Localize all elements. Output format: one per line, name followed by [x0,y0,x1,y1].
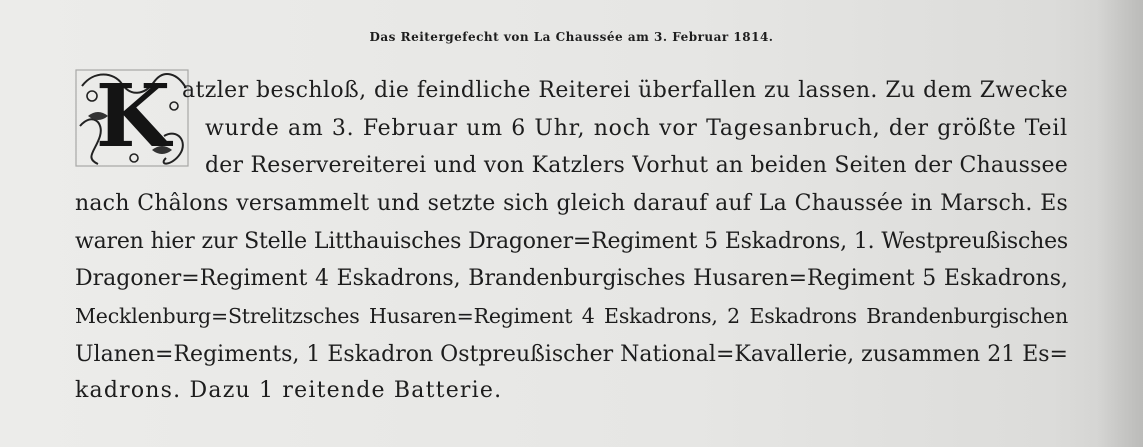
text-line-1: atzler beschloß, die feindliche Reiterei überfallen zu lassen. Zu dem Zwecke [182,78,1068,103]
decorated-initial-k [74,66,192,170]
chapter-heading: Das Reitergefecht von La Chaussée am 3. Februar 1814. [369,30,774,44]
text-line-9: kadrons. Dazu 1 reitende Batterie. [75,378,503,403]
text-line-7: Mecklenburg=Strelitzsches Husaren=Regiment 4 Eskadrons, 2 Eskadrons Brandenburgischen [75,304,1068,328]
text-line-5: waren hier zur Stelle Litthauisches Dragoner=Regiment 5 Eskadrons, 1. Westpreußisches [75,229,1068,254]
text-line-3: der Reservereiterei und von Katzlers Vorhut an beiden Seiten der Chaussee [205,153,1068,178]
text-line-6: Dragoner=Regiment 4 Eskadrons, Brandenburgisches Husaren=Regiment 5 Eskadrons, [75,266,1068,291]
page-shadow-edge [1097,0,1143,447]
text-line-8: Ulanen=Regiments, 1 Eskadron Ostpreußischer National=Kavallerie, zusammen 21 Es= [75,342,1068,367]
text-line-4: nach Châlons versammelt und setzte sich gleich darauf auf La Chaussée in Marsch. Es [75,191,1068,216]
initial-letter: K [95,66,171,167]
text-line-2: wurde am 3. Februar um 6 Uhr, noch vor Tagesanbruch, der größte Teil [205,116,1068,141]
